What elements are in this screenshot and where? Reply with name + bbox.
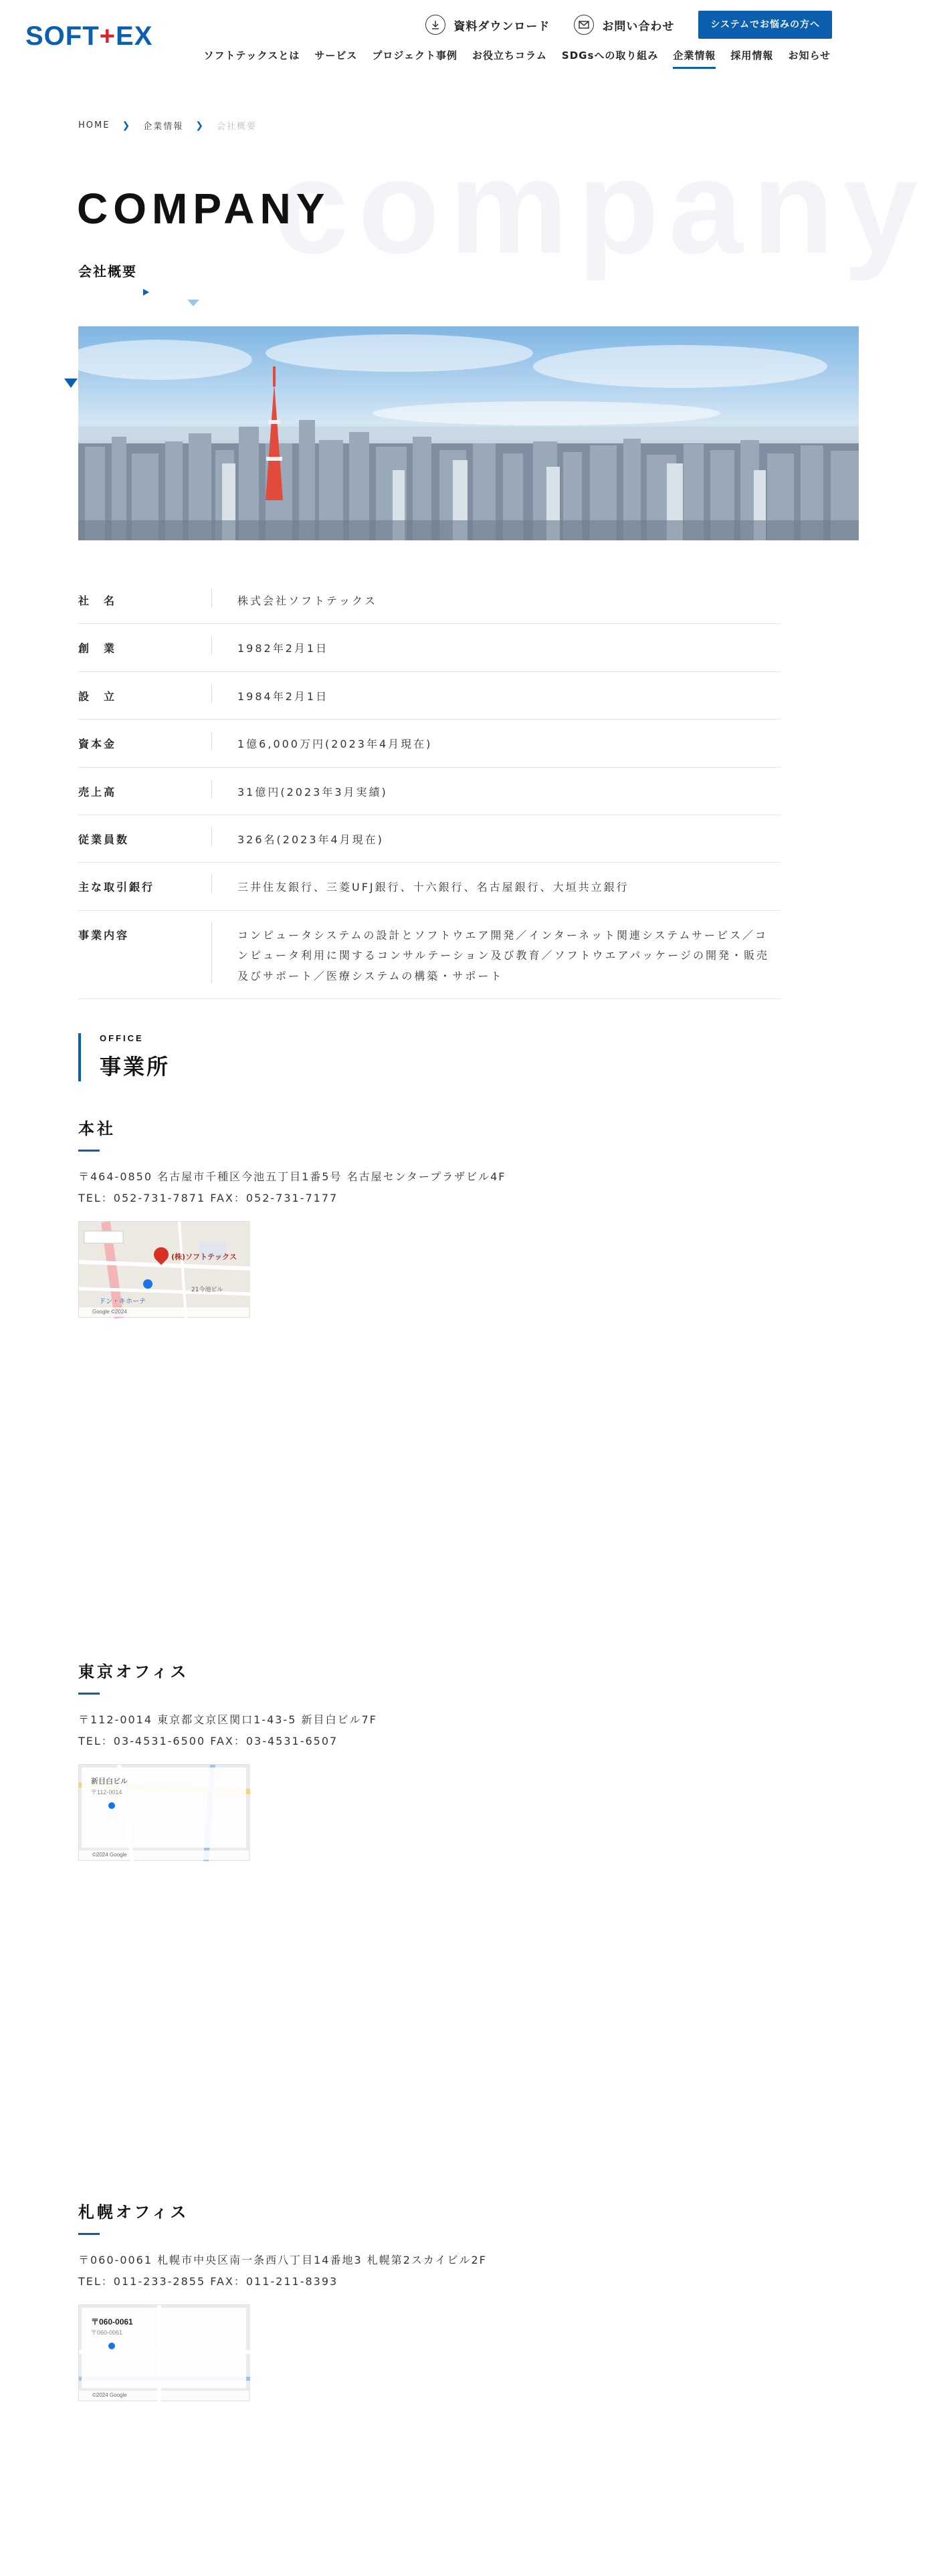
- row-value: 1984年2月1日: [237, 689, 329, 703]
- row-label: 創 業: [78, 624, 212, 655]
- map-embed[interactable]: [78, 2304, 249, 2401]
- branch-sapporo-office: [78, 2199, 781, 2401]
- map-card-title: 〒060-0061: [91, 2317, 133, 2327]
- map-pin-label: (株)ソフトテックス: [171, 1253, 237, 1261]
- decor-triangle: [143, 289, 149, 296]
- branch-address: [78, 1166, 781, 1209]
- map-card-title: 新目白ビル: [91, 1778, 128, 1786]
- table-row: [78, 911, 781, 999]
- breadcrumb-current: 会社概要: [216, 122, 257, 132]
- map-info-card: [82, 1767, 246, 1848]
- row-value: 三井住友銀行、三菱UFJ銀行、十六銀行、名古屋銀行、大垣共立銀行: [237, 881, 629, 894]
- table-row: [78, 576, 781, 624]
- branch-tel-line: TEL：03-4531-6500 FAX：03-4531-6507: [78, 1735, 338, 1747]
- map-pin-icon: [108, 1802, 115, 1809]
- logo-text-post: EX: [116, 21, 153, 51]
- chevron-right-icon: ❯: [195, 120, 205, 131]
- nav-item-company[interactable]: 企業情報: [673, 48, 716, 69]
- map-attribution: Google ©2024: [79, 1307, 249, 1317]
- download-icon: [425, 15, 445, 35]
- row-label: 事業内容: [78, 911, 212, 942]
- row-value: 1982年2月1日: [237, 642, 329, 655]
- map-card-address: 〒060-0061: [91, 2329, 123, 2336]
- branch-tokyo-office: [78, 1658, 781, 1860]
- office-section-heading: [78, 1033, 170, 1081]
- branch-address: [78, 1709, 781, 1752]
- mail-icon: [574, 15, 594, 35]
- map-embed[interactable]: [78, 1764, 249, 1860]
- branch-tel-line: TEL：011-233-2855 FAX：011-211-8393: [78, 2275, 338, 2288]
- map-pin-icon: [108, 2343, 115, 2349]
- row-value: 株式会社ソフトテックス: [237, 595, 377, 607]
- table-row: [78, 672, 781, 720]
- row-value: コンピュータシステムの設計とソフトウエア開発／インターネット関連システムサービス／コンピュータ利用に関するコンサルテーション及び教育／ソフトウエアパッケージの開発・販売及びサポート／医療システムの構築・サポート: [237, 928, 769, 982]
- branch-name: 札幌オフィス: [78, 2203, 189, 2222]
- office-heading-jp: 事業所: [100, 1054, 171, 1079]
- branch-underline: [78, 2233, 100, 2235]
- logo-text-pre: SOFT: [25, 21, 100, 51]
- main-nav: [189, 48, 831, 69]
- softex-logo[interactable]: [25, 21, 152, 51]
- map-card-address: 〒112-0014: [91, 1789, 122, 1796]
- site-header: [0, 0, 859, 74]
- map-attribution: ©2024 Google: [79, 1850, 249, 1860]
- row-label: 主な取引銀行: [78, 863, 212, 894]
- row-label: 社 名: [78, 576, 212, 608]
- map-poi-label: 21今池ビル: [191, 1287, 223, 1293]
- branch-name: 東京オフィス: [78, 1662, 189, 1681]
- row-label: 売上高: [78, 768, 212, 799]
- branch-address-line: 〒464-0850 名古屋市千種区今池五丁目1番5号 名古屋センタープラザビル4F: [78, 1170, 506, 1183]
- office-heading-en: OFFICE: [100, 1033, 144, 1043]
- page-title: COMPANY: [77, 185, 330, 233]
- nav-item-projects[interactable]: プロジェクト事例: [372, 49, 458, 62]
- contact-label: お問い合わせ: [602, 19, 675, 33]
- chevron-right-icon: ❯: [122, 120, 132, 131]
- breadcrumb: [78, 119, 257, 132]
- decor-triangle: [187, 300, 199, 306]
- system-consult-button[interactable]: システムでお悩みの方へ: [698, 11, 832, 39]
- row-value: 326名(2023年4月現在): [237, 833, 384, 846]
- breadcrumb-home[interactable]: HOME: [78, 120, 110, 130]
- breadcrumb-company[interactable]: 企業情報: [143, 122, 184, 132]
- utility-links: [425, 11, 832, 39]
- map-poi-icon: [143, 1279, 152, 1289]
- nav-item-column[interactable]: お役立ちコラム: [472, 49, 547, 62]
- branch-underline: [78, 1693, 100, 1695]
- page-subtitle: 会社概要: [78, 263, 137, 280]
- hero-cityscape-image: [78, 326, 859, 540]
- nav-item-recruit[interactable]: 採用情報: [730, 49, 774, 62]
- download-label: 資料ダウンロード: [453, 19, 550, 33]
- map-attribution: ©2024 Google: [79, 2391, 249, 2400]
- table-row: [78, 863, 781, 910]
- branch-head-office: [78, 1115, 781, 1317]
- branch-address-line: 〒060-0061 札幌市中央区南一条西八丁目14番地3 札幌第2スカイビル2F: [78, 2254, 487, 2266]
- row-value: 1億6,000万円(2023年4月現在): [237, 738, 433, 751]
- table-row: [78, 720, 781, 767]
- hero-background-text: company: [274, 132, 927, 282]
- company-info-table: [78, 576, 781, 999]
- row-label: 資本金: [78, 720, 212, 751]
- logo-plus-mark: +: [99, 21, 116, 51]
- row-label: 設 立: [78, 672, 212, 704]
- map-poi-label: ドン・キホーテ: [99, 1298, 146, 1305]
- decor-triangle: [64, 379, 78, 388]
- row-value: 31億円(2023年3月実績): [237, 785, 388, 798]
- nav-item-sdgs[interactable]: SDGsへの取り組み: [561, 49, 659, 62]
- table-row: [78, 768, 781, 815]
- table-row: [78, 624, 781, 671]
- contact-link[interactable]: [574, 15, 674, 35]
- branch-underline: [78, 1150, 100, 1152]
- row-label: 従業員数: [78, 815, 212, 847]
- nav-item-news[interactable]: お知らせ: [788, 49, 831, 62]
- branch-address: [78, 2250, 781, 2292]
- branch-name: 本社: [78, 1119, 116, 1138]
- branch-tel-line: TEL：052-731-7871 FAX：052-731-7177: [78, 1192, 338, 1204]
- table-row: [78, 815, 781, 863]
- nav-item-about[interactable]: ソフトテックスとは: [203, 49, 300, 62]
- nav-item-service[interactable]: サービス: [314, 49, 358, 62]
- map-info-card: [82, 2308, 246, 2388]
- map-embed[interactable]: [78, 1221, 249, 1317]
- download-link[interactable]: [425, 15, 550, 35]
- branch-address-line: 〒112-0014 東京都文京区関口1-43-5 新目白ビル7F: [78, 1713, 377, 1726]
